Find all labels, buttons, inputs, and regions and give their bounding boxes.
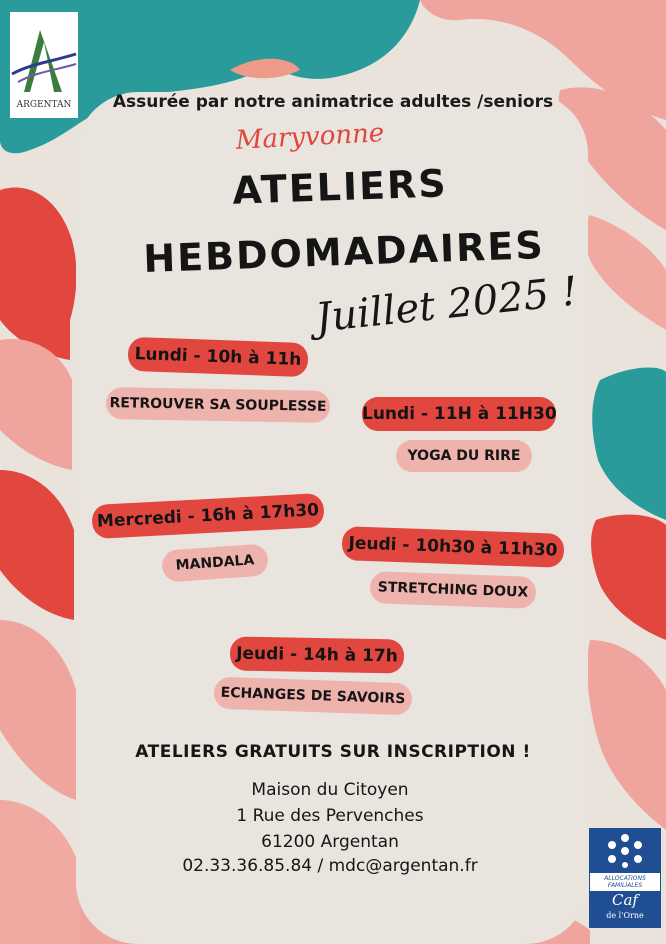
caf-brand: Caf bbox=[612, 891, 638, 909]
pink-leaf bbox=[587, 640, 666, 830]
activity-pill: RETROUVER SA SOUPLESSE bbox=[106, 387, 331, 423]
argentan-logo-text: ARGENTAN bbox=[16, 100, 72, 110]
schedule-pill: Lundi - 10h à 11h bbox=[127, 337, 308, 377]
subtitle: Assurée par notre animatrice adultes /seniors bbox=[112, 92, 554, 112]
title-line-2: HEBDOMADAIRES bbox=[142, 223, 546, 281]
teal-leaf bbox=[592, 367, 666, 520]
schedule-pill: Jeudi - 14h à 17h bbox=[230, 636, 405, 673]
family-figures-icon bbox=[590, 829, 660, 873]
free-registration-notice: ATELIERS GRATUITS SUR INSCRIPTION ! bbox=[135, 742, 531, 762]
red-leaf bbox=[0, 470, 74, 620]
caf-region: de l'Orne bbox=[606, 911, 644, 920]
pink-leaf bbox=[0, 339, 72, 470]
red-leaf bbox=[591, 515, 666, 640]
activity-pill: MANDALA bbox=[161, 543, 269, 582]
venue-street: 1 Rue des Pervenches bbox=[236, 806, 424, 826]
schedule-pill: Jeudi - 10h30 à 11h30 bbox=[341, 526, 564, 568]
activity-pill: ECHANGES DE SAVOIRS bbox=[214, 677, 413, 716]
schedule-pill: Mercredi - 16h à 17h30 bbox=[91, 493, 324, 539]
caf-line-1: ALLOCATIONS bbox=[604, 875, 646, 882]
schedule-pill: Lundi - 11H à 11H30 bbox=[362, 397, 556, 431]
activity-pill: STRETCHING DOUX bbox=[369, 571, 536, 609]
activity-pill: YOGA DU RIRE bbox=[396, 440, 532, 472]
caf-line-2: FAMILIALES bbox=[607, 882, 643, 889]
month-title: Juillet 2025 ! bbox=[313, 268, 580, 342]
venue-city: 61200 Argentan bbox=[261, 832, 399, 852]
animator-name: Maryvonne bbox=[235, 118, 385, 156]
title-line-1: ATELIERS bbox=[231, 161, 449, 213]
venue-name: Maison du Citoyen bbox=[251, 780, 409, 800]
caf-logo bbox=[589, 828, 661, 928]
pink-leaf bbox=[0, 620, 76, 800]
contact-line: 02.33.36.85.84 / mdc@argentan.fr bbox=[182, 856, 478, 876]
